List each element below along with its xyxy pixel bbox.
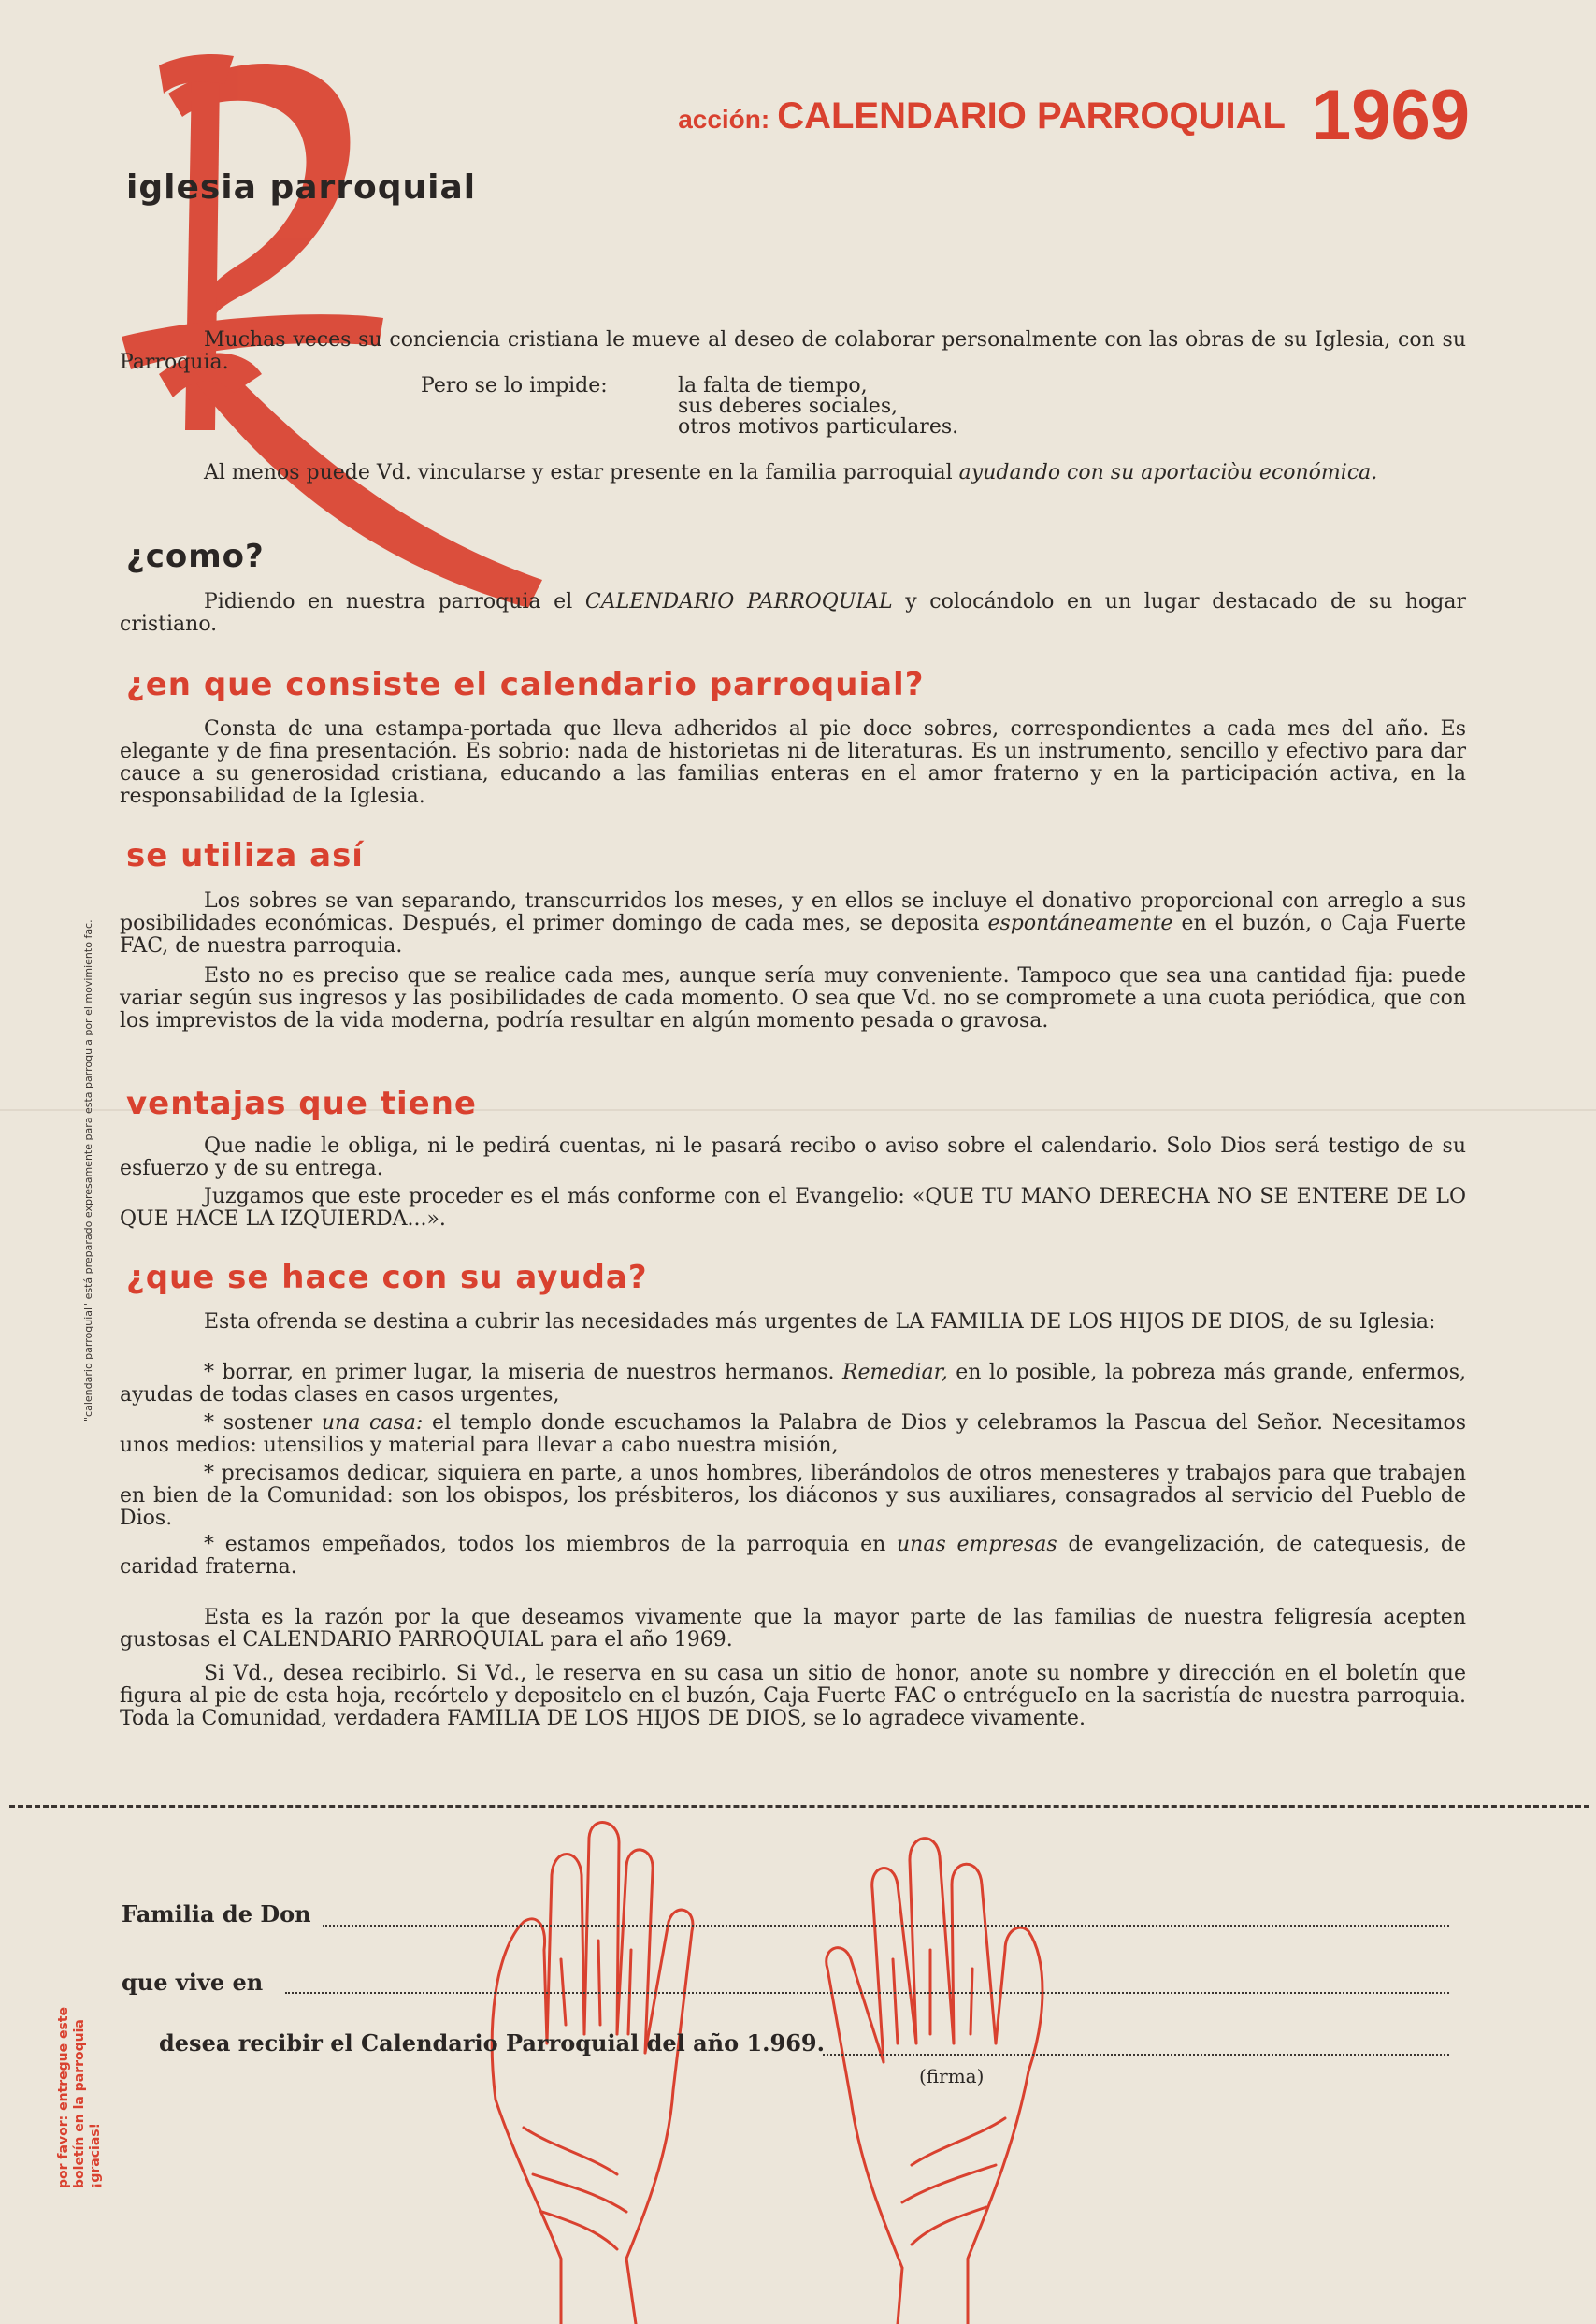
heading-ayuda: ¿que se hace con su ayuda? — [126, 1259, 648, 1296]
impide-item: otros motivos particulares. — [678, 415, 959, 439]
impide-item: la falta de tiempo, — [678, 374, 868, 397]
heading-ventajas: ventajas que tiene — [126, 1085, 477, 1122]
signature-field[interactable] — [823, 2054, 1449, 2056]
intro-paragraph: Muchas veces su conciencia cristiana le mueve al deseo de colaborar personalmente con las obras de su Iglesia, con su Parroquia. — [120, 328, 1466, 374]
address-field[interactable] — [285, 1992, 1449, 1994]
familia-field[interactable] — [323, 1925, 1449, 1927]
utiliza-paragraph-1: Los sobres se van separando, transcurridos los meses, y en ellos se incluye el donativo proporcional con arreglo a sus posibilidades económicas. Después, el primer domingo de cada mes, se deposita espontáneamente en el buzón, o Caja Fuerte FAC, de nuestra parroquia. — [120, 889, 1466, 958]
como-paragraph: Pidiendo en nuestra parroquia el CALENDARIO PARROQUIAL y colocándolo en un lugar destacado de su hogar cristiano. — [120, 590, 1466, 636]
closing-paragraph-2: Si Vd., desea recibirlo. Si Vd., le reserva en su casa un sitio de honor, anote su nombre y dirección en el boletín que figura al pie de esta hoja, recórtelo y depositelo en el buzón, Caja Fuerte FAC o entrégueIo en la sacristía de nuestra parroquia. Toda la Comunidad, verdadera FAMILIA DE LOS HIJOS DE DIOS, se lo agradece vivamente. — [120, 1662, 1466, 1730]
ventajas-paragraph-1: Que nadie le obliga, ni le pedirá cuentas, ni le pasará recibo o aviso sobre el calendario. Solo Dios será testigo de su esfuerzo y de su entrega. — [120, 1134, 1466, 1180]
ayuda-bullet-3: * precisamos dedicar, siquiera en parte, a unos hombres, liberándolos de otros menesteres y trabajos para que trabajen en bien de la Comunidad: son los obispos, los présbiteros, los diáconos y sus auxiliares, consagrados al servicio del Pueblo de Dios. — [120, 1462, 1466, 1530]
firma-label: (firma) — [919, 2065, 985, 2087]
calendar-title: CALENDARIO PARROQUIAL — [777, 95, 1286, 137]
form-vive-label: que vive en — [122, 1969, 264, 1996]
header-title — [678, 75, 1470, 156]
year-label: 1969 — [1311, 76, 1470, 155]
ayuda-bullet-1: * borrar, en primer lugar, la miseria de nuestros hermanos. Remediar, en lo posible, la pobreza más grande, enfermos, ayudas de todas clases en casos urgentes, — [120, 1361, 1467, 1407]
ayuda-intro: Esta ofrenda se destina a cubrir las necesidades más urgentes de LA FAMILIA DE LOS HIJOS DE DIOS, de su Iglesia: — [204, 1310, 1436, 1334]
heading-consiste: ¿en que consiste el calendario parroquial? — [126, 666, 925, 703]
ventajas-paragraph-2: Juzgamos que este proceder es el más conforme con el Evangelio: «QUE TU MANO DERECHA NO SE ENTERE DE LO QUE HACE LA IZQUIERDA...». — [120, 1185, 1466, 1231]
utiliza-paragraph-2: Esto no es preciso que se realice cada mes, aunque sería muy conveniente. Tampoco que sea una cantidad fija: puede variar según sus ingresos y las posibilidades de cada momento. O sea que Vd. no se compromete a una cuota periódica, que con los imprevistos de la vida moderna, podría resultar en algún momento pesada o gravosa. — [120, 964, 1466, 1032]
brand-title: iglesia parroquial — [126, 168, 477, 207]
intro-paragraph-2: Al menos puede Vd. vincularse y estar presente en la familia parroquial ayudando con su aportaciòu económica. — [204, 461, 1378, 484]
form-familia-label: Familia de Don — [122, 1900, 311, 1927]
ayuda-bullet-4: * estamos empeñados, todos los miembros de la parroquia en unas empresas de evangelización, de catequesis, de caridad fraterna. — [120, 1533, 1467, 1579]
impide-label: Pero se lo impide: — [421, 374, 608, 397]
side-note: "calendario parroquial" está preparado expresamente para esta parroquia por el movimiento fac. — [82, 919, 94, 1422]
impide-list — [678, 376, 958, 438]
parish-brush-logo — [103, 37, 626, 617]
impide-item: sus deberes sociales, — [678, 395, 899, 418]
heading-utiliza: se utiliza así — [126, 837, 364, 874]
cut-line — [9, 1805, 1589, 1808]
heading-como: ¿como? — [126, 538, 265, 575]
closing-paragraph-1: Esta es la razón por la que deseamos vivamente que la mayor parte de las familias de nuestra feligresía acepten gustosas el CALENDARIO PARROQUIAL para el año 1969. — [120, 1606, 1466, 1652]
ayuda-bullet-2: * sostener una casa: el templo donde escuchamos la Palabra de Dios y celebramos la Pascua del Señor. Necesitamos unos medios: utensilios y material para llevar a cabo nuestra misión, — [120, 1411, 1467, 1457]
side-note-red: por favor: entregue este boletín en la parroquia ¡gracias! — [56, 2006, 103, 2188]
accion-label: acción: — [678, 105, 770, 134]
consiste-paragraph: Consta de una estampa-portada que lleva adheridos al pie doce sobres, correspondientes a cada mes del año. Es elegante y de fina presentación. Es sobrio: nada de historietas ni de literaturas. Es un instrumento, sencillo y efectivo para dar cauce a su generosidad cristiana, educando a las familias enteras en el amor fraterno y en la participación activa, en la responsabilidad de la Iglesia. — [120, 717, 1466, 808]
form-desea-label: desea recibir el Calendario Parroquial del año 1.969. — [159, 2029, 825, 2057]
